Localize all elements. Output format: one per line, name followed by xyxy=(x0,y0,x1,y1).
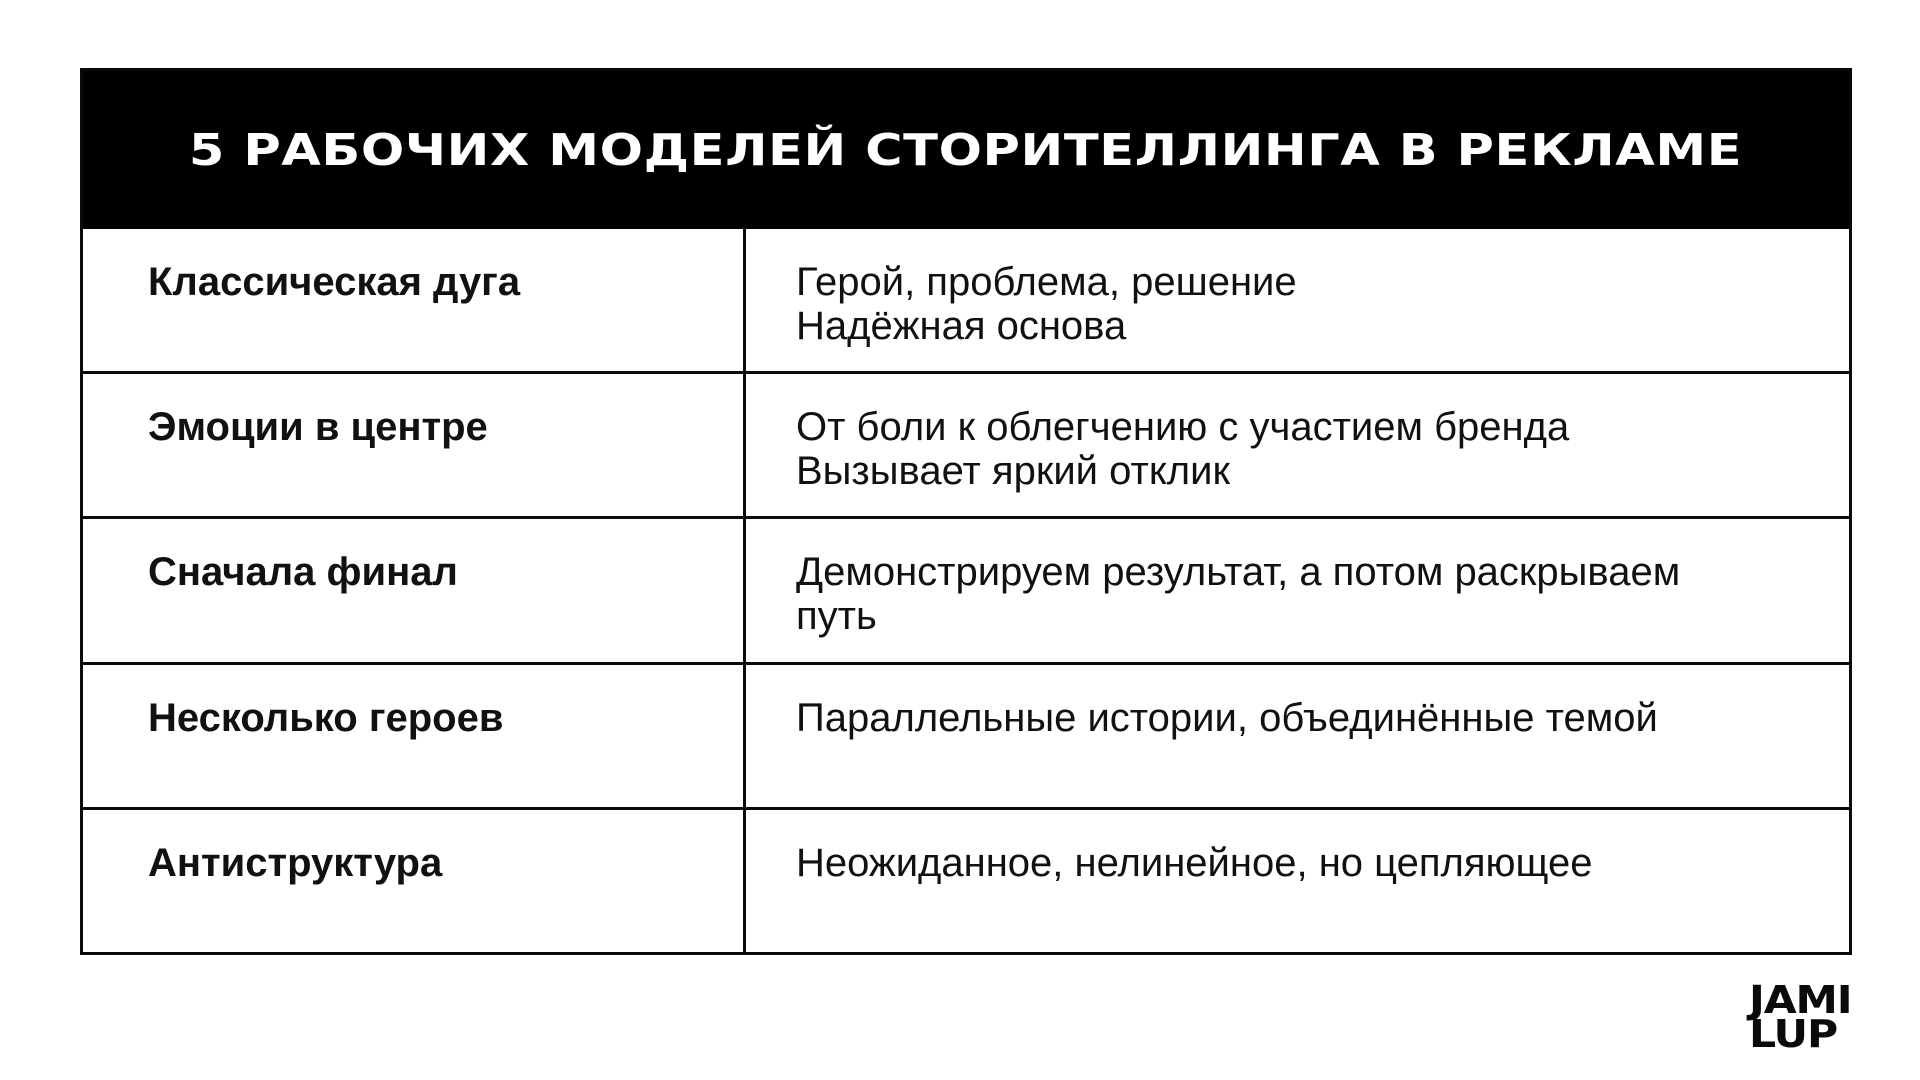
model-description xyxy=(746,665,1849,807)
table-row xyxy=(83,662,1849,807)
description-line: Неожиданное, нелинейное, но цепляющее xyxy=(796,840,1593,885)
model-description xyxy=(746,374,1849,516)
model-name: Классическая дуга xyxy=(83,229,746,371)
model-description xyxy=(746,229,1849,371)
description-line: Вызывает яркий отклик xyxy=(796,449,1230,494)
description-line: От боли к облегчению с участием бренда xyxy=(796,405,1570,450)
table-body xyxy=(83,229,1849,952)
logo-line-1: JAMI xyxy=(1749,978,1852,1022)
description-line: Демонстрируем результат, а потом раскрываем xyxy=(796,550,1681,595)
description-line: Параллельные истории, объединённые темой xyxy=(796,695,1658,740)
table-row xyxy=(83,807,1849,952)
brand-logo xyxy=(1749,978,1852,1056)
model-name: Сначала финал xyxy=(83,519,746,661)
model-description xyxy=(746,519,1849,661)
table-row xyxy=(83,371,1849,516)
logo-line-2: LUP xyxy=(1749,1012,1838,1056)
model-name: Несколько героев xyxy=(83,665,746,807)
description-line: Герой, проблема, решение xyxy=(796,260,1297,304)
description-line: Надёжная основа xyxy=(796,304,1127,348)
description-line: путь xyxy=(796,594,877,639)
models-table xyxy=(80,68,1852,955)
table-row xyxy=(83,229,1849,371)
model-description xyxy=(746,810,1849,952)
page-title: 5 РАБОЧИХ МОДЕЛЕЙ СТОРИТЕЛЛИНГА В РЕКЛАМЕ xyxy=(189,124,1743,176)
table-header xyxy=(83,71,1849,229)
model-name: Антиструктура xyxy=(83,810,746,952)
model-name: Эмоции в центре xyxy=(83,374,746,516)
table-row xyxy=(83,516,1849,661)
